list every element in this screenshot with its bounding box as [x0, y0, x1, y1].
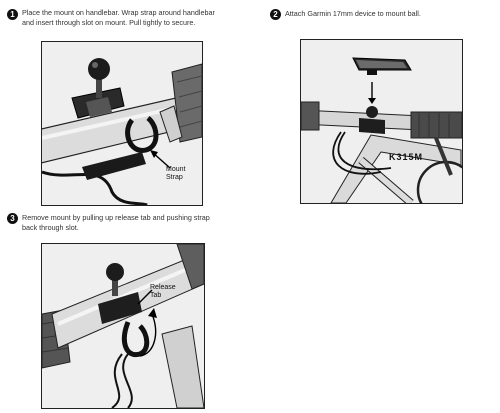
step-1-line-2: and insert through slot on mount. Pull tightly to secure. [22, 18, 196, 27]
release-tab-label-1: Release [150, 284, 176, 291]
step-3-line-1: Remove mount by pulling up release tab and pushing strap [22, 213, 210, 222]
step-1-badge: 1 [7, 9, 18, 20]
step-3-drawing [42, 244, 204, 408]
mount-strap-label-2: Strap [166, 174, 183, 181]
step-2-line-1: Attach Garmin 17mm device to mount ball. [285, 9, 421, 18]
step-2-text [285, 9, 421, 19]
step-1-line-1: Place the mount on handlebar. Wrap strap around handlebar [22, 8, 215, 17]
step-3-text [22, 213, 210, 233]
mount-strap-label-1: Mount [166, 166, 186, 173]
release-tab-label-2: Tab [150, 292, 162, 299]
step-3-illustration [41, 243, 205, 409]
mount-strap-callout [166, 166, 185, 182]
step-3-badge: 3 [7, 213, 18, 224]
release-tab-callout [150, 284, 176, 300]
frame-logo: K315M [389, 152, 424, 162]
step-1-text [22, 8, 215, 28]
step-2-drawing [301, 40, 462, 203]
step-3-line-2: back through slot. [22, 223, 79, 232]
step-2-illustration [300, 39, 463, 204]
step-2-badge: 2 [270, 9, 281, 20]
step-1-illustration [41, 41, 203, 206]
